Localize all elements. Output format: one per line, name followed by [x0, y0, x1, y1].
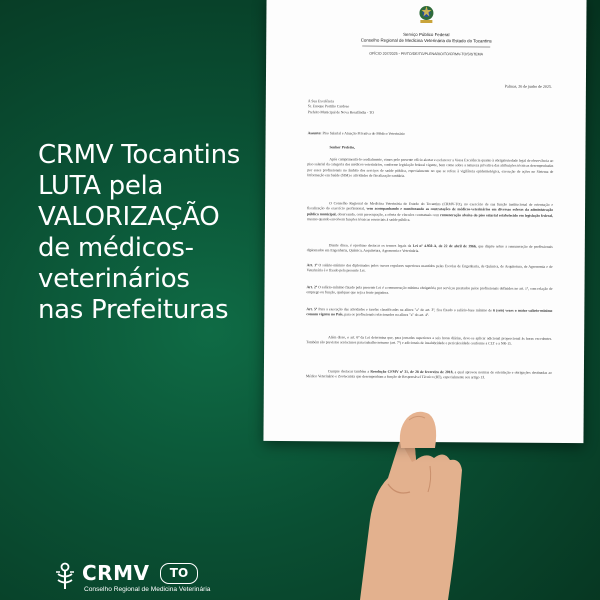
- caduceus-icon: [54, 562, 76, 590]
- logo-subtitle: Conselho Regional de Medicina Veterinária: [84, 586, 211, 593]
- paragraph-3: [307, 243, 553, 256]
- headline-line-2: LUTA pela: [38, 171, 164, 201]
- subject-line: [308, 131, 554, 138]
- headline-line-6: nas Prefeituras: [38, 295, 229, 325]
- art2-text: O salário-mínimo fixado pela presente Lei é a remuneração mínima obrigatória por serviços prestados pelos profissionais definidos no art. 1º, com relação de emprego ou função, qualquer que seja a fonte pagadora.: [306, 285, 553, 296]
- article-2: [306, 285, 552, 298]
- headline-line-5: veterinários: [38, 264, 190, 294]
- art5-part: Para a execução das atividades e tarefas classificadas na alínea "a" do art. 3º, fica fixado o salário-base mínimo de: [318, 307, 492, 313]
- header-service: Serviço Público Federal: [403, 31, 450, 38]
- p3-part: Lei nº 4.950-A, de 22 de abril de 1966,: [412, 243, 477, 249]
- p2-part: vem acompanhando e monitorando as contratações de médicos-veterinários em diversas esferas da administração pública municipal,: [307, 206, 554, 217]
- official-letter: [263, 0, 586, 443]
- recipient-block: [308, 99, 554, 117]
- p3-part: que dispõe sobre a remuneração de profissionais diplomados em Engenharia, Química, Arquitetura, Agronomia e Veterinária.: [306, 244, 553, 254]
- recipient-title: À Sua Excelência: [307, 99, 335, 104]
- coat-of-arms-icon: [416, 4, 436, 26]
- art5-part: 6 (seis) vezes o maior salário-mínimo comum vigente no País,: [306, 308, 553, 317]
- article-1: [307, 263, 553, 276]
- headline-line-4: de médicos-: [38, 233, 194, 263]
- art5-part: para os profissionais relacionados na alínea "a" do art. 4º.: [344, 312, 430, 318]
- p5-part: Resolução CFMV nº 31, de 28 de fevereiro de 2018,: [370, 369, 454, 375]
- p2-part: remuneração abaixo do piso salarial estabelecido em legislação federal,: [440, 212, 554, 218]
- p2-part: O Conselho Regional de Medicina Veterinária do Estado do Tocantins (CRMV-TO), no exercício de sua função institucional de orientação e fiscalização do exercício profissional,: [307, 201, 554, 211]
- p3-part: Diante disso, é oportuno destacar os termos legais da: [328, 243, 412, 248]
- p2-part: mesmo quando envolvem funções técnicas essenciais à saúde pública.: [306, 217, 411, 223]
- header-divider: [362, 46, 490, 48]
- art2-label: Art. 2º: [306, 285, 318, 290]
- paragraph-4: Além disso, o art. 6º da Lei determina que, para jornadas superiores a seis horas diárias, deve-se aplicar adicional proporcional às horas excedentes. Também são previstos acréscimos para trabalho noturno (art. 7º) e adicionais de insalubridade e periculosidade conforme a CLT e a NR-15.: [306, 335, 553, 347]
- p5-part: a qual aprovou normas de orientação e obrigações destinadas ao Médico Veterinário e Zootecnista que desempenham a função de Responsável Técnico (RT), especialmente seu artigo 13.: [305, 370, 552, 380]
- art1-text: O salário-mínimo dos diplomados pelos cursos regulares superiores mantidos pelas Escolas de Engenharia, de Química, de Arquitetura, de Agronomia e de Veterinária é o fixado pela presente Lei.: [306, 263, 553, 273]
- recipient-name: Sr. Enoque Portilio Cardoso: [307, 104, 350, 109]
- paragraph-5: [306, 369, 552, 382]
- letter-date: Palmas, 26 de junho de 2025.: [504, 83, 552, 89]
- subject-label: Assunto:: [307, 131, 322, 136]
- letter-header: [266, 31, 586, 45]
- paragraph-2: [307, 201, 553, 224]
- logo-state-badge: TO: [160, 563, 198, 584]
- headline: [38, 140, 268, 326]
- article-5: [306, 307, 552, 320]
- art5-label: Art. 5º: [306, 307, 318, 312]
- logo-wordmark: CRMV: [82, 561, 150, 585]
- p5-part: Cumpre destacar também a: [327, 369, 370, 374]
- greeting: Senhor Prefeito,: [329, 145, 355, 150]
- headline-line-1: CRMV Tocantins: [38, 140, 241, 170]
- art1-label: Art. 1º: [306, 263, 318, 268]
- p2-part: observando, com preocupação, a oferta de vínculos contratuais com: [337, 212, 440, 217]
- subject-text: Piso Salarial e Atuação Privativa do Médico Veterinário: [322, 131, 405, 136]
- headline-line-3: VALORIZAÇÃO: [38, 202, 220, 232]
- recipient-role: Prefeito Municipal de Nova Rosalândia - TO: [307, 109, 374, 115]
- thumb-icon: [395, 408, 441, 448]
- paragraph-1: Após cumprimentá-lo cordialmente, vimos pelo presente ofício alertar e esclarecer a Vossa Excelência quanto à obrigatoriedade legal de observância ao piso salarial da categoria dos médicos-veterinários, conforme legislação federal vigente, bem como sobre a natureza privativa das atribuições técnicas desempenhadas por esses profissionais no âmbito dos serviços de saúde pública, especialmente no que se refere à vigilância epidemiológica, execução de ações no Sistema de Informação em Saúde (SIM) e atividades de fiscalização sanitária.: [307, 157, 554, 179]
- header-council: Conselho Regional de Medicina Veterinária do Estado do Tocantins: [360, 37, 492, 44]
- oficio-number: OFÍCIO 207/2025 - PR/TO/DE/TG/PLENARIO/TO/CRMV-TO/SISTEMA: [369, 51, 484, 57]
